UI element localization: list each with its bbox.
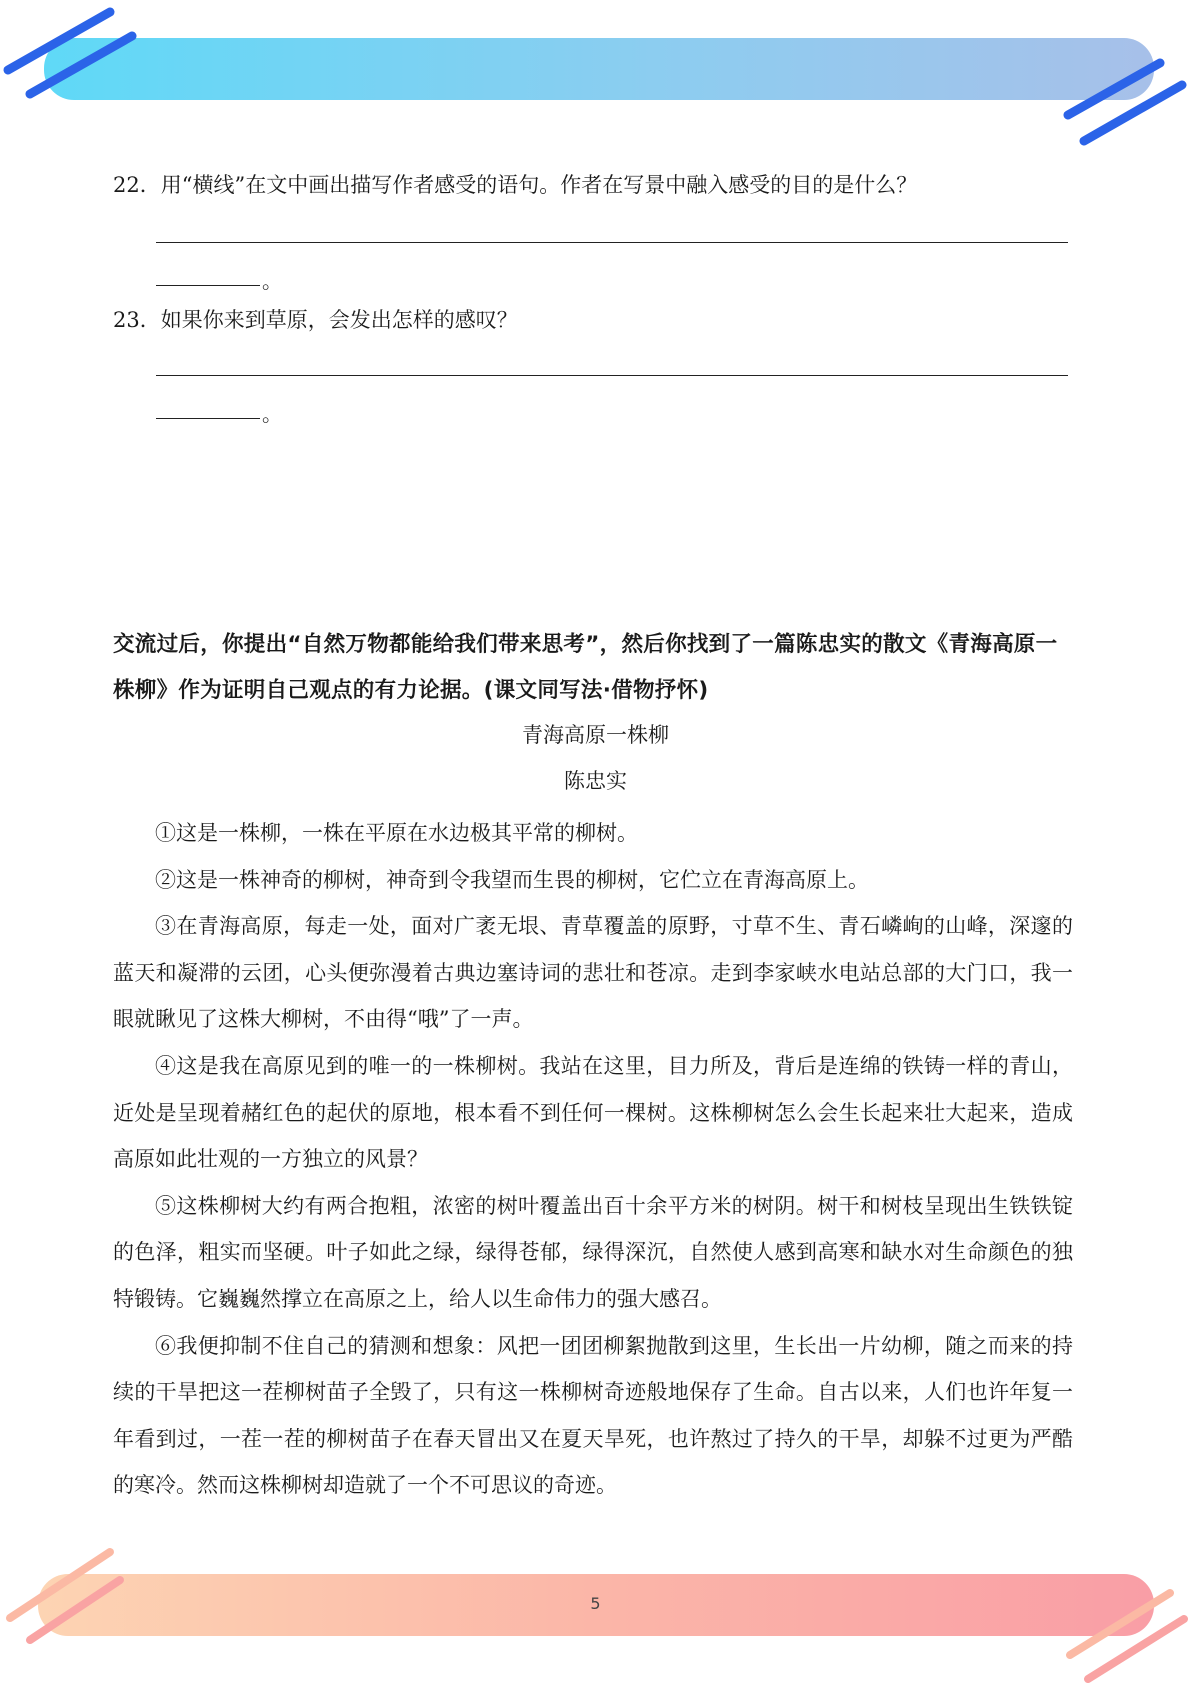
answer-line-22b[interactable] [156, 285, 260, 286]
essay-paragraph-1: ①这是一株柳，一株在平原在水边极其平常的柳树。 [155, 821, 638, 845]
header-banner [44, 38, 1154, 100]
answer-line-22a[interactable] [156, 242, 1068, 243]
question-23-end-mark: 。 [262, 402, 282, 426]
page-number: 5 [590, 1594, 601, 1613]
answer-line-23b[interactable] [156, 418, 260, 419]
answer-line-23a[interactable] [156, 375, 1068, 376]
question-23-text: 如果你来到草原，会发出怎样的感叹？ [160, 308, 518, 332]
essay-paragraph-6: ⑥我便抑制不住自己的猜测和想象：风把一团团柳絮抛散到这里，生长出一片幼柳，随之而来的持续的干旱把这一茬柳树苗子全毁了，只有这一株柳树奇迹般地保存了生命。自古以来，人们也许年复一年看到过，一茬一茬的柳树苗子在春天冒出又在夏天旱死，也许熬过了持久的干旱，却躲不过更为严酷的寒冷。然而这株柳树却造就了一个不可思议的奇迹。 [113, 1333, 1073, 1498]
question-22-number: 22． [113, 173, 161, 197]
essay-title: 青海高原一株柳 [522, 723, 669, 747]
essay-paragraph-4: ④这是我在高原见到的唯一的一株柳树。我站在这里，目力所及，背后是连绵的铁铸一样的青山，近处是呈现着赭红色的起伏的原地，根本看不到任何一棵树。这株柳树怎么会生长起来壮大起来，造成高原如此壮观的一方独立的风景？ [113, 1053, 1073, 1172]
question-22-end-mark: 。 [262, 269, 282, 293]
essay-paragraph-2: ②这是一株神奇的柳树，神奇到令我望而生畏的柳树，它伫立在青海高原上。 [155, 867, 869, 892]
intro-paragraph: 交流过后，你提出“自然万物都能给我们带来思考”，然后你找到了一篇陈忠实的散文《青海高原一株柳》作为证明自己观点的有力论据。(课文同写法·借物抒怀) [113, 632, 1058, 703]
header-stripes-right [1060, 55, 1191, 155]
essay-author: 陈忠实 [564, 769, 627, 793]
question-23 [113, 305, 518, 335]
essay-paragraph-3: ③在青海高原，每走一处，面对广袤无垠、青草覆盖的原野，寸草不生、青石嶙峋的山峰，深邃的蓝天和凝滞的云团，心头便弥漫着古典边塞诗词的悲壮和苍凉。走到李家峡水电站总部的大门口，我一眼就瞅见了这株大柳树，不由得“哦”了一声。 [113, 914, 1073, 1032]
essay-paragraph-5: ⑤这株柳树大约有两合抱粗，浓密的树叶覆盖出百十余平方米的树阴。树干和树枝呈现出生铁铁锭的色泽，粗实而坚硬。叶子如此之绿，绿得苍郁，绿得深沉，自然使人感到高寒和缺水对生命颜色的独特锻铸。它巍巍然撑立在高原之上，给人以生命伟力的强大感召。 [113, 1193, 1073, 1311]
question-22 [113, 170, 917, 200]
essay-body [113, 810, 1073, 1509]
question-22-text: 用“横线”在文中画出描写作者感受的语句。作者在写景中融入感受的目的是什么？ [160, 173, 918, 197]
question-23-number: 23． [113, 308, 161, 332]
header-stripes-left [0, 0, 140, 110]
